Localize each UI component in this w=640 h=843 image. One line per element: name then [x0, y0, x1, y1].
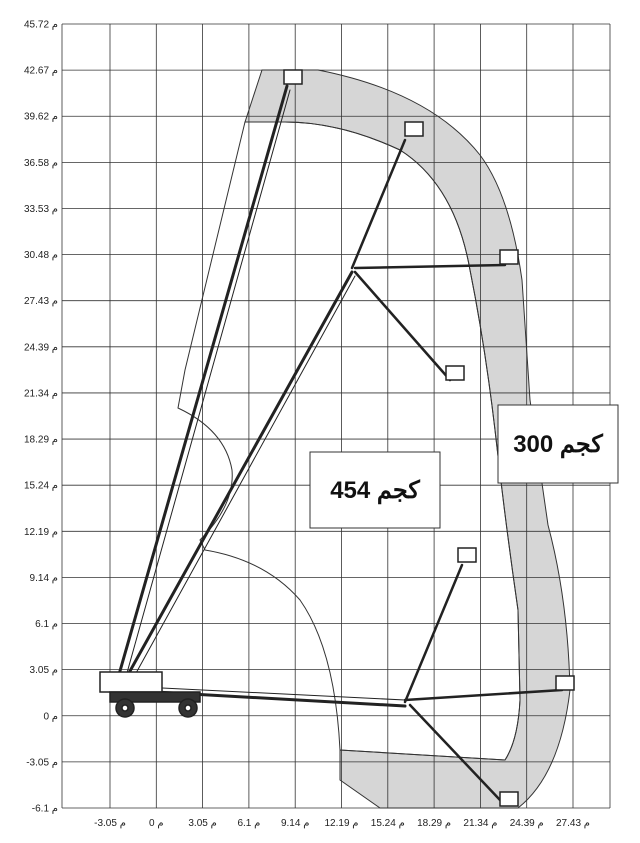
y-tick-label: -3.05 م — [26, 757, 58, 769]
boom-mid-jib-down — [355, 272, 450, 380]
basket-icon — [284, 70, 302, 84]
basket-icon — [556, 676, 574, 690]
y-tick-label: 33.53 م — [23, 203, 58, 215]
y-tick-label: 39.62 م — [23, 111, 58, 123]
y-tick-label: 15.24 م — [23, 480, 58, 492]
y-tick-label: 30.48 م — [23, 250, 58, 262]
y-tick-label: 21.34 م — [23, 388, 58, 400]
x-tick-label: 15.24 م — [370, 818, 405, 829]
x-tick-label: 3.05 م — [188, 818, 217, 829]
x-tick-label: 27.43 م — [555, 818, 591, 829]
x-tick-label: 24.39 م — [509, 818, 544, 829]
boom-mid-jib-up — [352, 140, 405, 268]
machine-chassis — [100, 672, 200, 717]
y-tick-label: 36.58 م — [23, 157, 58, 169]
y-tick-label: 6.1 م — [35, 619, 58, 631]
y-tick-label: 42.67 م — [23, 65, 58, 77]
x-tick-label: 0 م — [149, 818, 164, 829]
x-tick-label: 12.19 م — [324, 818, 359, 829]
basket-icon — [446, 366, 464, 380]
capacity-label-454 — [310, 452, 440, 528]
x-tick-label: 18.29 م — [417, 818, 452, 829]
y-tick-label: 9.14 م — [29, 572, 58, 584]
y-tick-label: 0 م — [43, 711, 58, 723]
capacity-label-300 — [498, 405, 618, 483]
x-tick-label: 21.34 م — [463, 818, 498, 829]
x-tick-label: -3.05 م — [94, 818, 126, 829]
y-tick-label: 45.72 م — [23, 19, 58, 31]
basket-icon — [500, 792, 518, 806]
x-tick-label: 9.14 م — [280, 818, 310, 829]
y-axis-ticks — [24, 20, 58, 815]
chassis-body — [100, 672, 162, 692]
boom-low-jib-up — [405, 565, 462, 702]
y-tick-label: 18.29 م — [23, 434, 58, 446]
y-tick-label: 24.39 م — [23, 342, 58, 354]
basket-icon — [458, 548, 476, 562]
capacity-454-text: 454 كجم — [330, 477, 420, 504]
x-axis-ticks — [94, 818, 590, 829]
capacity-300-text: 300 كجم — [513, 431, 603, 458]
y-tick-label: -6.1 م — [31, 803, 58, 815]
y-tick-label: 3.05 م — [29, 665, 58, 677]
boom-max-height-edge — [125, 90, 290, 680]
basket-icon — [405, 122, 423, 136]
y-tick-label: 12.19 م — [23, 526, 58, 538]
basket-icon — [500, 250, 518, 264]
x-tick-label: 6.1 م — [237, 818, 261, 829]
y-tick-label: 27.43 م — [23, 296, 58, 308]
